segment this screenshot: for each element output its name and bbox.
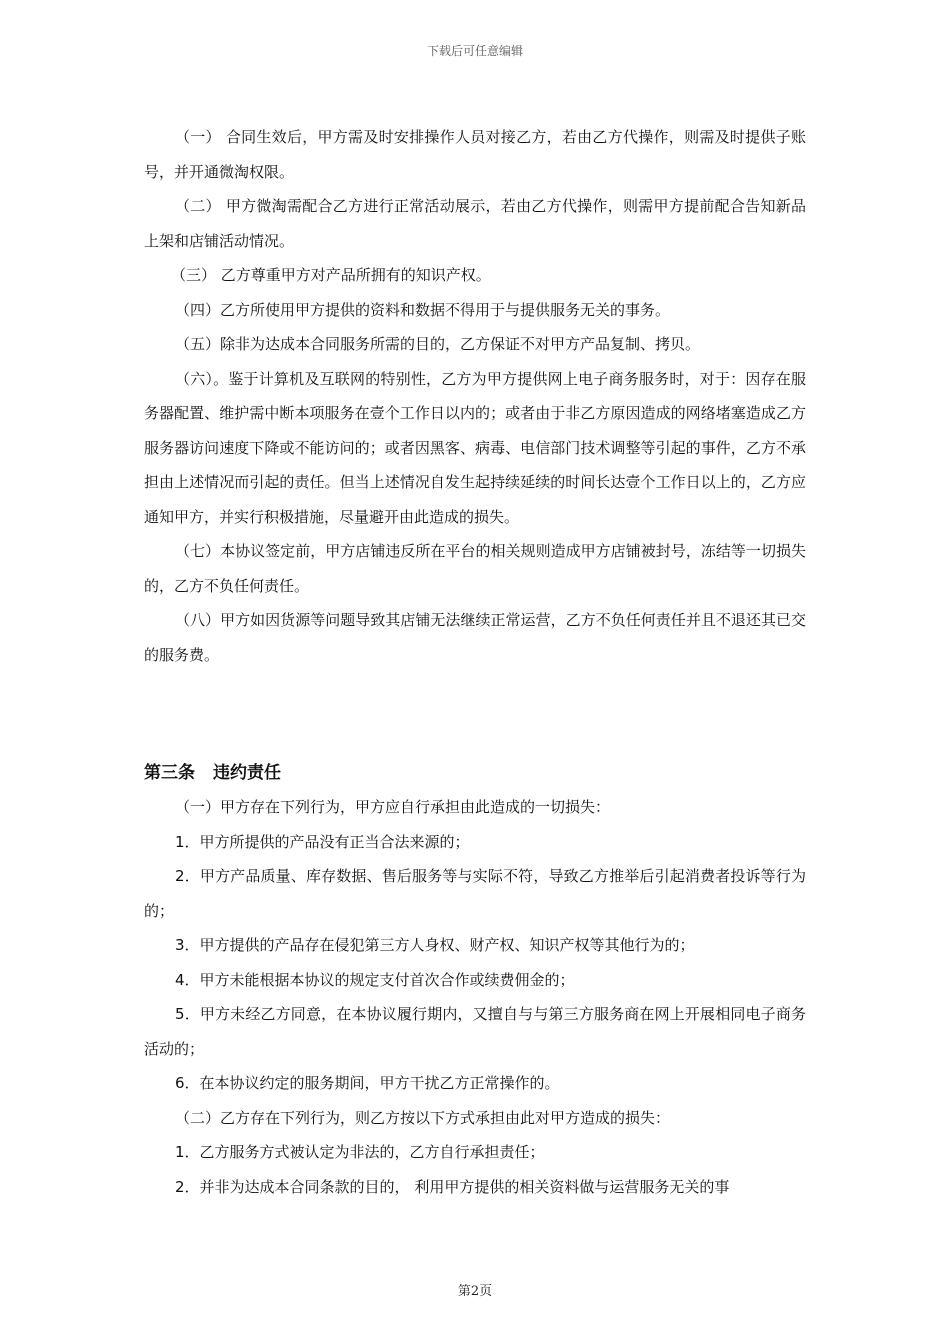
- clause-4: （四）乙方所使用甲方提供的资料和数据不得用于与提供服务无关的事务。: [175, 300, 671, 319]
- section-3-para-10: 2．并非为达成本合同条款的目的， 利用甲方提供的相关资料做与运营服务无关的事: [175, 1177, 730, 1196]
- section-3-para-3: 2．甲方产品质量、库存数据、售后服务等与实际不符，导致乙方推举后引起消费者投诉等行为的；: [144, 867, 806, 920]
- clause-2: （二） 甲方微淘需配合乙方进行正常活动展示，若由乙方代操作，则需甲方提前配合告知新品上架和店铺活动情况。: [144, 197, 806, 250]
- section-3-para-8: （二）乙方存在下列行为，则乙方按以下方式承担由此对甲方造成的损失：: [175, 1108, 671, 1127]
- clause-5: （五）除非为达成本合同服务所需的目的，乙方保证不对甲方产品复制、拷贝。: [175, 335, 701, 353]
- section-3-para-5: 4．甲方未能根据本协议的规定支付首次合作或续费佣金的；: [175, 970, 575, 989]
- header-note: 下载后可任意编辑: [426, 44, 523, 58]
- clause-7: （七）本协议签定前，甲方店铺违反所在平台的相关规则造成甲方店铺被封号，冻结等一切损失的，乙方不负任何责任。: [144, 542, 806, 595]
- clause-6: （六）。鉴于计算机及互联网的特别性，乙方为甲方提供网上电子商务服务时，对于：因存在服务器配置、维护需中断本项服务在壹个工作日以内的；或者由于非乙方原因造成的网络堵塞造成乙方服务器访问速度下降或不能访问的；或者因黑客、病毒、电信部门技术调整等引起的事件，乙方不承担由上述情况而引起的责任。但当上述情况自发生起持续延续的时间长达壹个工作日以上的，乙方应通知甲方，并实行积极措施，尽量避开由此造成的损失。: [144, 369, 806, 526]
- clause-list: [144, 120, 806, 672]
- section-3-para-7: 6．在本协议约定的服务期间，甲方干扰乙方正常操作的。: [175, 1074, 560, 1092]
- section-3-para-2: 1．甲方所提供的产品没有正当合法来源的；: [175, 832, 470, 851]
- section-3-para-9: 1．乙方服务方式被认定为非法的，乙方自行承担责任；: [175, 1143, 545, 1161]
- section-heading: [144, 756, 806, 790]
- section-title: 违约责任: [213, 763, 281, 783]
- section-3: [144, 756, 806, 1204]
- clause-1: （一） 合同生效后，甲方需及时安排操作人员对接乙方，若由乙方代操作，则需及时提供子账号，并开通微淘权限。: [144, 128, 806, 181]
- clause-8: （八）甲方如因货源等问题导致其店铺无法继续正常运营，乙方不负任何责任并且不退还其已交的服务费。: [144, 611, 806, 664]
- section-3-para-4: 3．甲方提供的产品存在侵犯第三方人身权、财产权、知识产权等其他行为的；: [175, 936, 695, 954]
- section-3-para-6: 5．甲方未经乙方同意，在本协议履行期内，又擅自与与第三方服务商在网上开展相同电子商务活动的；: [144, 1005, 806, 1058]
- section-3-para-1: （一）甲方存在下列行为，甲方应自行承担由此造成的一切损失：: [175, 798, 611, 816]
- section-number: 第三条: [144, 763, 195, 783]
- clause-3: （三） 乙方尊重甲方对产品所拥有的知识产权。: [171, 266, 491, 284]
- page-number: 第2页: [457, 1284, 493, 1299]
